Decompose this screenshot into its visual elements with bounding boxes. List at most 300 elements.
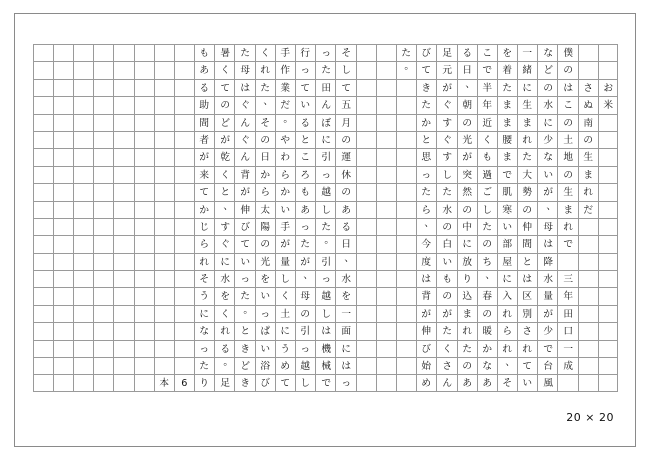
manuscript-cell[interactable] [557, 61, 577, 78]
manuscript-cell[interactable] [436, 340, 456, 357]
manuscript-cell[interactable] [557, 148, 577, 165]
manuscript-cell[interactable] [53, 44, 73, 61]
manuscript-cell[interactable] [194, 305, 214, 322]
manuscript-cell[interactable] [497, 96, 517, 113]
manuscript-cell[interactable] [73, 218, 93, 235]
manuscript-cell[interactable] [497, 340, 517, 357]
manuscript-cell[interactable] [234, 374, 254, 391]
manuscript-cell[interactable] [598, 79, 618, 96]
manuscript-cell[interactable] [477, 114, 497, 131]
manuscript-cell[interactable] [275, 357, 295, 374]
manuscript-cell[interactable] [416, 374, 436, 391]
manuscript-cell[interactable] [436, 322, 456, 339]
manuscript-cell[interactable] [356, 166, 376, 183]
manuscript-cell[interactable] [376, 183, 396, 200]
manuscript-cell[interactable] [174, 322, 194, 339]
manuscript-cell[interactable] [174, 235, 194, 252]
manuscript-cell[interactable] [154, 374, 174, 391]
manuscript-cell[interactable] [376, 357, 396, 374]
manuscript-cell[interactable] [557, 357, 577, 374]
manuscript-cell[interactable] [356, 114, 376, 131]
manuscript-cell[interactable] [578, 79, 598, 96]
manuscript-cell[interactable] [517, 166, 537, 183]
manuscript-cell[interactable] [53, 114, 73, 131]
manuscript-cell[interactable] [457, 201, 477, 218]
manuscript-cell[interactable] [517, 322, 537, 339]
manuscript-cell[interactable] [356, 340, 376, 357]
manuscript-cell[interactable] [517, 148, 537, 165]
manuscript-cell[interactable] [194, 235, 214, 252]
manuscript-cell[interactable] [396, 374, 416, 391]
manuscript-cell[interactable] [497, 218, 517, 235]
manuscript-cell[interactable] [33, 305, 53, 322]
manuscript-cell[interactable] [275, 201, 295, 218]
manuscript-cell[interactable] [33, 114, 53, 131]
manuscript-cell[interactable] [335, 131, 355, 148]
manuscript-cell[interactable] [194, 79, 214, 96]
manuscript-cell[interactable] [234, 183, 254, 200]
manuscript-cell[interactable] [376, 305, 396, 322]
manuscript-cell[interactable] [234, 79, 254, 96]
manuscript-cell[interactable] [477, 61, 497, 78]
manuscript-cell[interactable] [457, 166, 477, 183]
manuscript-cell[interactable] [194, 357, 214, 374]
manuscript-cell[interactable] [295, 235, 315, 252]
manuscript-cell[interactable] [335, 79, 355, 96]
manuscript-cell[interactable] [578, 322, 598, 339]
manuscript-cell[interactable] [416, 201, 436, 218]
manuscript-cell[interactable] [537, 79, 557, 96]
manuscript-cell[interactable] [275, 270, 295, 287]
manuscript-cell[interactable] [93, 253, 113, 270]
manuscript-cell[interactable] [598, 166, 618, 183]
manuscript-cell[interactable] [154, 131, 174, 148]
manuscript-cell[interactable] [113, 61, 133, 78]
manuscript-cell[interactable] [214, 357, 234, 374]
manuscript-cell[interactable] [416, 357, 436, 374]
manuscript-cell[interactable] [578, 44, 598, 61]
manuscript-cell[interactable] [598, 183, 618, 200]
manuscript-cell[interactable] [376, 218, 396, 235]
manuscript-cell[interactable] [134, 340, 154, 357]
manuscript-cell[interactable] [497, 44, 517, 61]
manuscript-cell[interactable] [598, 218, 618, 235]
manuscript-cell[interactable] [457, 218, 477, 235]
manuscript-cell[interactable] [234, 148, 254, 165]
manuscript-cell[interactable] [537, 270, 557, 287]
manuscript-cell[interactable] [335, 114, 355, 131]
manuscript-cell[interactable] [275, 183, 295, 200]
manuscript-cell[interactable] [517, 340, 537, 357]
manuscript-cell[interactable] [598, 44, 618, 61]
manuscript-cell[interactable] [376, 61, 396, 78]
manuscript-cell[interactable] [356, 322, 376, 339]
manuscript-cell[interactable] [315, 270, 335, 287]
manuscript-cell[interactable] [113, 235, 133, 252]
manuscript-cell[interactable] [477, 201, 497, 218]
manuscript-cell[interactable] [315, 79, 335, 96]
manuscript-cell[interactable] [255, 218, 275, 235]
manuscript-cell[interactable] [376, 340, 396, 357]
manuscript-cell[interactable] [134, 166, 154, 183]
manuscript-cell[interactable] [295, 79, 315, 96]
manuscript-cell[interactable] [356, 253, 376, 270]
manuscript-cell[interactable] [578, 218, 598, 235]
manuscript-cell[interactable] [194, 287, 214, 304]
manuscript-cell[interactable] [315, 183, 335, 200]
manuscript-cell[interactable] [134, 61, 154, 78]
manuscript-cell[interactable] [578, 253, 598, 270]
manuscript-cell[interactable] [234, 201, 254, 218]
manuscript-cell[interactable] [234, 96, 254, 113]
manuscript-cell[interactable] [578, 374, 598, 391]
manuscript-cell[interactable] [255, 253, 275, 270]
manuscript-cell[interactable] [356, 79, 376, 96]
manuscript-cell[interactable] [93, 183, 113, 200]
manuscript-cell[interactable] [255, 322, 275, 339]
manuscript-cell[interactable] [73, 340, 93, 357]
manuscript-cell[interactable] [275, 148, 295, 165]
manuscript-cell[interactable] [194, 44, 214, 61]
manuscript-cell[interactable] [295, 374, 315, 391]
manuscript-cell[interactable] [315, 305, 335, 322]
manuscript-cell[interactable] [416, 305, 436, 322]
manuscript-cell[interactable] [335, 270, 355, 287]
manuscript-cell[interactable] [53, 374, 73, 391]
manuscript-cell[interactable] [396, 287, 416, 304]
manuscript-cell[interactable] [477, 374, 497, 391]
manuscript-cell[interactable] [255, 44, 275, 61]
manuscript-cell[interactable] [578, 357, 598, 374]
manuscript-cell[interactable] [93, 166, 113, 183]
manuscript-cell[interactable] [214, 201, 234, 218]
manuscript-cell[interactable] [537, 44, 557, 61]
manuscript-cell[interactable] [416, 148, 436, 165]
manuscript-cell[interactable] [214, 340, 234, 357]
manuscript-cell[interactable] [154, 183, 174, 200]
manuscript-cell[interactable] [113, 322, 133, 339]
manuscript-cell[interactable] [457, 357, 477, 374]
manuscript-cell[interactable] [234, 322, 254, 339]
manuscript-cell[interactable] [275, 253, 295, 270]
manuscript-cell[interactable] [194, 183, 214, 200]
manuscript-cell[interactable] [214, 166, 234, 183]
manuscript-cell[interactable] [73, 305, 93, 322]
manuscript-cell[interactable] [113, 79, 133, 96]
manuscript-cell[interactable] [598, 131, 618, 148]
manuscript-cell[interactable] [537, 183, 557, 200]
manuscript-cell[interactable] [598, 235, 618, 252]
manuscript-cell[interactable] [537, 166, 557, 183]
manuscript-cell[interactable] [295, 148, 315, 165]
manuscript-cell[interactable] [477, 79, 497, 96]
manuscript-cell[interactable] [275, 340, 295, 357]
manuscript-cell[interactable] [436, 183, 456, 200]
manuscript-cell[interactable] [396, 131, 416, 148]
manuscript-cell[interactable] [376, 322, 396, 339]
manuscript-cell[interactable] [174, 305, 194, 322]
manuscript-cell[interactable] [33, 340, 53, 357]
manuscript-cell[interactable] [295, 322, 315, 339]
manuscript-cell[interactable] [214, 44, 234, 61]
manuscript-cell[interactable] [315, 201, 335, 218]
manuscript-cell[interactable] [376, 287, 396, 304]
manuscript-cell[interactable] [53, 253, 73, 270]
manuscript-cell[interactable] [134, 79, 154, 96]
manuscript-cell[interactable] [537, 235, 557, 252]
manuscript-cell[interactable] [134, 270, 154, 287]
manuscript-cell[interactable] [113, 218, 133, 235]
manuscript-cell[interactable] [578, 201, 598, 218]
manuscript-cell[interactable] [53, 79, 73, 96]
manuscript-cell[interactable] [174, 131, 194, 148]
manuscript-cell[interactable] [517, 61, 537, 78]
manuscript-cell[interactable] [335, 305, 355, 322]
manuscript-cell[interactable] [255, 148, 275, 165]
manuscript-cell[interactable] [457, 114, 477, 131]
manuscript-cell[interactable] [517, 305, 537, 322]
manuscript-cell[interactable] [396, 201, 416, 218]
manuscript-cell[interactable] [214, 305, 234, 322]
manuscript-cell[interactable] [53, 322, 73, 339]
manuscript-cell[interactable] [436, 374, 456, 391]
manuscript-cell[interactable] [113, 340, 133, 357]
manuscript-cell[interactable] [315, 44, 335, 61]
manuscript-cell[interactable] [457, 183, 477, 200]
manuscript-cell[interactable] [194, 270, 214, 287]
manuscript-cell[interactable] [578, 305, 598, 322]
manuscript-cell[interactable] [53, 131, 73, 148]
manuscript-cell[interactable] [194, 218, 214, 235]
manuscript-cell[interactable] [154, 218, 174, 235]
manuscript-cell[interactable] [396, 79, 416, 96]
manuscript-cell[interactable] [295, 61, 315, 78]
manuscript-cell[interactable] [517, 287, 537, 304]
manuscript-cell[interactable] [598, 270, 618, 287]
manuscript-cell[interactable] [335, 287, 355, 304]
manuscript-cell[interactable] [53, 201, 73, 218]
manuscript-cell[interactable] [416, 44, 436, 61]
manuscript-cell[interactable] [517, 44, 537, 61]
manuscript-cell[interactable] [154, 340, 174, 357]
manuscript-cell[interactable] [154, 357, 174, 374]
manuscript-cell[interactable] [174, 114, 194, 131]
manuscript-cell[interactable] [73, 114, 93, 131]
manuscript-cell[interactable] [295, 218, 315, 235]
manuscript-cell[interactable] [214, 322, 234, 339]
manuscript-cell[interactable] [134, 114, 154, 131]
manuscript-cell[interactable] [255, 374, 275, 391]
manuscript-cell[interactable] [457, 270, 477, 287]
manuscript-cell[interactable] [174, 166, 194, 183]
manuscript-cell[interactable] [416, 287, 436, 304]
manuscript-cell[interactable] [578, 270, 598, 287]
manuscript-cell[interactable] [335, 96, 355, 113]
manuscript-cell[interactable] [497, 148, 517, 165]
manuscript-cell[interactable] [275, 235, 295, 252]
manuscript-cell[interactable] [436, 357, 456, 374]
manuscript-cell[interactable] [174, 357, 194, 374]
manuscript-cell[interactable] [315, 374, 335, 391]
manuscript-cell[interactable] [477, 322, 497, 339]
manuscript-cell[interactable] [598, 114, 618, 131]
manuscript-cell[interactable] [275, 218, 295, 235]
manuscript-cell[interactable] [497, 305, 517, 322]
manuscript-cell[interactable] [53, 61, 73, 78]
manuscript-cell[interactable] [477, 148, 497, 165]
manuscript-cell[interactable] [73, 79, 93, 96]
manuscript-cell[interactable] [315, 340, 335, 357]
manuscript-cell[interactable] [234, 340, 254, 357]
manuscript-cell[interactable] [33, 218, 53, 235]
manuscript-cell[interactable] [356, 235, 376, 252]
manuscript-cell[interactable] [517, 79, 537, 96]
manuscript-cell[interactable] [457, 79, 477, 96]
manuscript-cell[interactable] [477, 253, 497, 270]
manuscript-cell[interactable] [578, 131, 598, 148]
manuscript-cell[interactable] [457, 253, 477, 270]
manuscript-cell[interactable] [396, 357, 416, 374]
manuscript-cell[interactable] [295, 253, 315, 270]
manuscript-cell[interactable] [53, 96, 73, 113]
manuscript-cell[interactable] [73, 270, 93, 287]
manuscript-cell[interactable] [255, 340, 275, 357]
manuscript-cell[interactable] [457, 235, 477, 252]
manuscript-cell[interactable] [396, 148, 416, 165]
manuscript-cell[interactable] [295, 340, 315, 357]
manuscript-cell[interactable] [315, 235, 335, 252]
manuscript-cell[interactable] [255, 166, 275, 183]
manuscript-cell[interactable] [416, 235, 436, 252]
manuscript-cell[interactable] [578, 166, 598, 183]
manuscript-cell[interactable] [53, 357, 73, 374]
manuscript-cell[interactable] [214, 287, 234, 304]
manuscript-cell[interactable] [33, 201, 53, 218]
manuscript-cell[interactable] [93, 287, 113, 304]
manuscript-cell[interactable] [93, 201, 113, 218]
manuscript-cell[interactable] [335, 322, 355, 339]
manuscript-cell[interactable] [477, 287, 497, 304]
manuscript-cell[interactable] [517, 96, 537, 113]
manuscript-cell[interactable] [436, 201, 456, 218]
manuscript-cell[interactable] [154, 166, 174, 183]
manuscript-cell[interactable] [134, 235, 154, 252]
manuscript-cell[interactable] [33, 270, 53, 287]
manuscript-cell[interactable] [376, 148, 396, 165]
manuscript-cell[interactable] [295, 357, 315, 374]
manuscript-cell[interactable] [497, 374, 517, 391]
manuscript-cell[interactable] [53, 305, 73, 322]
manuscript-cell[interactable] [477, 131, 497, 148]
manuscript-cell[interactable] [356, 357, 376, 374]
manuscript-cell[interactable] [275, 114, 295, 131]
manuscript-cell[interactable] [154, 79, 174, 96]
manuscript-cell[interactable] [457, 287, 477, 304]
manuscript-cell[interactable] [134, 305, 154, 322]
manuscript-cell[interactable] [214, 148, 234, 165]
manuscript-cell[interactable] [255, 79, 275, 96]
manuscript-cell[interactable] [174, 374, 194, 391]
manuscript-cell[interactable] [497, 201, 517, 218]
manuscript-cell[interactable] [113, 287, 133, 304]
manuscript-cell[interactable] [154, 44, 174, 61]
manuscript-cell[interactable] [315, 253, 335, 270]
manuscript-cell[interactable] [376, 166, 396, 183]
manuscript-cell[interactable] [457, 374, 477, 391]
manuscript-cell[interactable] [255, 357, 275, 374]
manuscript-cell[interactable] [73, 166, 93, 183]
manuscript-cell[interactable] [113, 114, 133, 131]
manuscript-cell[interactable] [194, 131, 214, 148]
manuscript-cell[interactable] [416, 322, 436, 339]
manuscript-cell[interactable] [73, 235, 93, 252]
manuscript-cell[interactable] [356, 44, 376, 61]
manuscript-cell[interactable] [73, 374, 93, 391]
manuscript-cell[interactable] [194, 340, 214, 357]
manuscript-cell[interactable] [396, 305, 416, 322]
manuscript-cell[interactable] [53, 183, 73, 200]
manuscript-cell[interactable] [335, 357, 355, 374]
manuscript-cell[interactable] [134, 322, 154, 339]
manuscript-cell[interactable] [214, 183, 234, 200]
manuscript-cell[interactable] [376, 79, 396, 96]
manuscript-cell[interactable] [598, 305, 618, 322]
manuscript-cell[interactable] [53, 235, 73, 252]
manuscript-cell[interactable] [335, 235, 355, 252]
manuscript-cell[interactable] [174, 44, 194, 61]
manuscript-cell[interactable] [457, 305, 477, 322]
manuscript-cell[interactable] [194, 253, 214, 270]
manuscript-cell[interactable] [275, 79, 295, 96]
manuscript-cell[interactable] [113, 44, 133, 61]
manuscript-cell[interactable] [255, 183, 275, 200]
manuscript-cell[interactable] [477, 44, 497, 61]
manuscript-cell[interactable] [33, 61, 53, 78]
manuscript-cell[interactable] [356, 270, 376, 287]
manuscript-cell[interactable] [396, 61, 416, 78]
manuscript-cell[interactable] [255, 96, 275, 113]
manuscript-cell[interactable] [557, 201, 577, 218]
manuscript-cell[interactable] [315, 61, 335, 78]
manuscript-cell[interactable] [234, 357, 254, 374]
manuscript-cell[interactable] [416, 340, 436, 357]
manuscript-cell[interactable] [578, 340, 598, 357]
manuscript-cell[interactable] [537, 61, 557, 78]
manuscript-cell[interactable] [113, 131, 133, 148]
manuscript-cell[interactable] [275, 166, 295, 183]
manuscript-cell[interactable] [234, 131, 254, 148]
manuscript-cell[interactable] [537, 305, 557, 322]
manuscript-cell[interactable] [194, 166, 214, 183]
manuscript-cell[interactable] [113, 201, 133, 218]
manuscript-cell[interactable] [194, 322, 214, 339]
manuscript-cell[interactable] [134, 148, 154, 165]
manuscript-cell[interactable] [113, 374, 133, 391]
manuscript-cell[interactable] [33, 287, 53, 304]
manuscript-cell[interactable] [396, 96, 416, 113]
manuscript-cell[interactable] [214, 114, 234, 131]
manuscript-cell[interactable] [598, 201, 618, 218]
manuscript-cell[interactable] [537, 374, 557, 391]
manuscript-cell[interactable] [396, 322, 416, 339]
manuscript-cell[interactable] [154, 148, 174, 165]
manuscript-cell[interactable] [113, 166, 133, 183]
manuscript-cell[interactable] [174, 183, 194, 200]
manuscript-cell[interactable] [134, 131, 154, 148]
manuscript-cell[interactable] [194, 114, 214, 131]
manuscript-cell[interactable] [578, 235, 598, 252]
manuscript-cell[interactable] [416, 114, 436, 131]
